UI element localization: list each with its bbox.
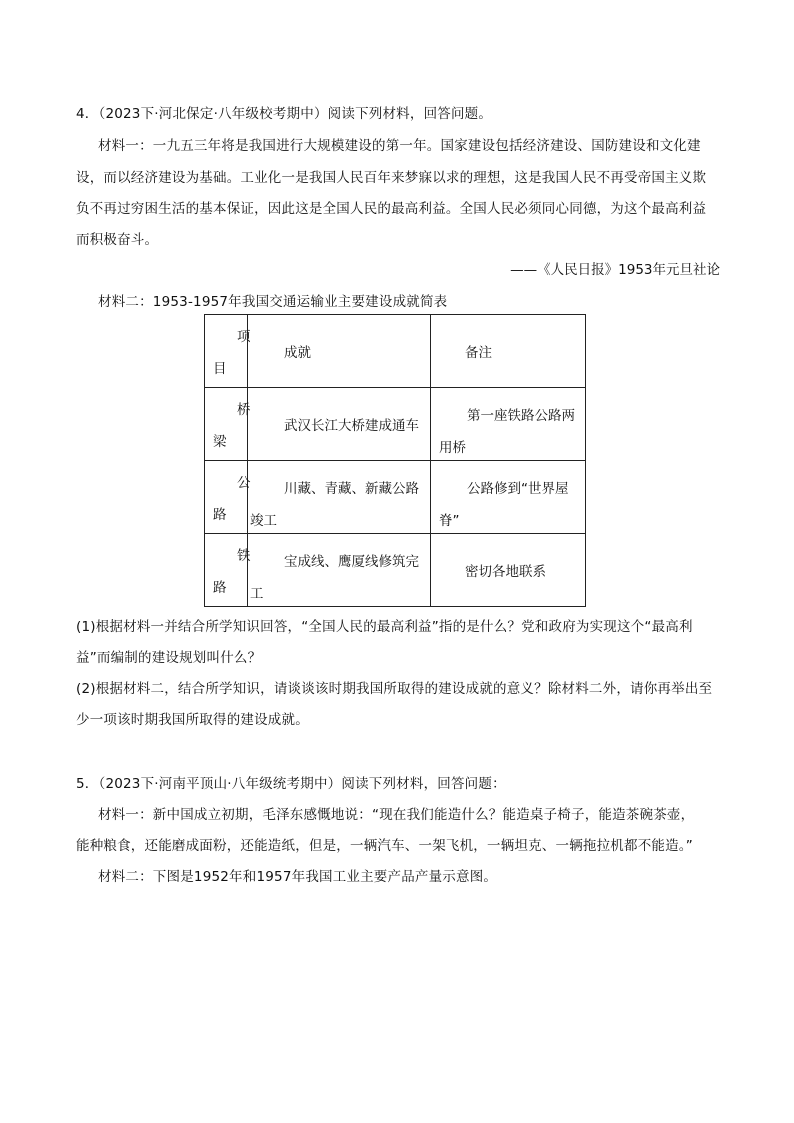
table-cell-remark [431,315,586,388]
q5-material-2-line: 材料二：下图是1952年和1957年我国工业主要产品产量示意图。 [98,869,498,885]
table-cell-achievement [248,315,431,388]
cell-text: 备注 [465,345,492,361]
q4-material-1-line: 而积极奋斗。 [76,232,159,248]
cell-text: 宝成线、鹰厦线修筑完工 [250,554,419,602]
table-cell-remark [431,388,586,461]
cell-text: 路 [213,507,227,523]
cell-text: 铁 [237,548,251,564]
q5-material-1-line: 材料一：新中国成立初期，毛泽东感慨地说：“现在我们能造什么？能造桌子椅子，能造茶碗茶壶， [98,807,695,823]
table-cell-achievement [248,534,431,607]
table-cell-item [205,315,251,388]
table-cell-achievement [248,461,431,534]
cell-text: 公 [237,475,251,491]
question-4-header: 4．（2023下·河北保定·八年级校考期中）阅读下列材料，回答问题。 [76,106,493,122]
table-cell-item [205,461,251,534]
q4-sub-question-2: 少一项该时期我国所取得的建设成就。 [76,712,309,728]
cell-text: 梁 [213,434,227,450]
table-cell-achievement [248,388,431,461]
table-row [205,388,586,461]
achievement-table [204,314,586,607]
table-cell-remark [431,534,586,607]
question-5-header: 5．（2023下·河南平顶山·八年级统考期中）阅读下列材料，回答问题： [76,776,506,792]
table-row [205,461,586,534]
q4-sub-question-1: 益”而编制的建设规划叫什么？ [76,650,262,666]
cell-text: 川藏、青藏、新藏公路竣工 [250,481,419,529]
cell-text: 目 [213,361,227,377]
table-row [205,534,586,607]
table-header-row [205,315,586,388]
cell-text: 项 [237,329,251,345]
q4-sub-question-1: (1)根据材料一并结合所学知识回答，“全国人民的最高利益”指的是什么？党和政府为实现这个“最高利 [76,619,693,635]
q4-sub-question-2: (2)根据材料二，结合所学知识，请谈谈该时期我国所取得的建设成就的意义？除材料二外，请你再举出至 [76,681,713,697]
cell-text: 公路修到“世界屋脊” [439,481,569,529]
q4-material-1-line: 设，而以经济建设为基础。工业化一是我国人民百年来梦寐以求的理想，这是我国人民不再受帝国主义欺 [76,170,707,186]
q5-material-1-line: 能种粮食，还能磨成面粉，还能造纸，但是，一辆汽车、一架飞机，一辆坦克、一辆拖拉机都不能造。” [76,838,693,854]
cell-text: 第一座铁路公路两用桥 [439,408,575,456]
q4-material-2-title: 材料二：1953-1957年我国交通运输业主要建设成就简表 [98,294,448,310]
material-1-source: ——《人民日报》1953年元旦社论 [510,262,720,278]
q4-material-1-line: 材料一：一九五三年将是我国进行大规模建设的第一年。国家建设包括经济建设、国防建设和文化建 [98,138,701,154]
cell-text: 桥 [237,402,251,418]
table-cell-item [205,388,251,461]
q4-material-1-line: 负不再过穷困生活的基本保证，因此这是全国人民的最高利益。全国人民必须同心同德，为这个最高利益 [76,201,707,217]
cell-text: 武汉长江大桥建成通车 [284,418,419,434]
cell-text: 成就 [284,345,311,361]
table-cell-remark [431,461,586,534]
table-cell-item [205,534,251,607]
cell-text: 密切各地联系 [465,564,546,580]
cell-text: 路 [213,580,227,596]
